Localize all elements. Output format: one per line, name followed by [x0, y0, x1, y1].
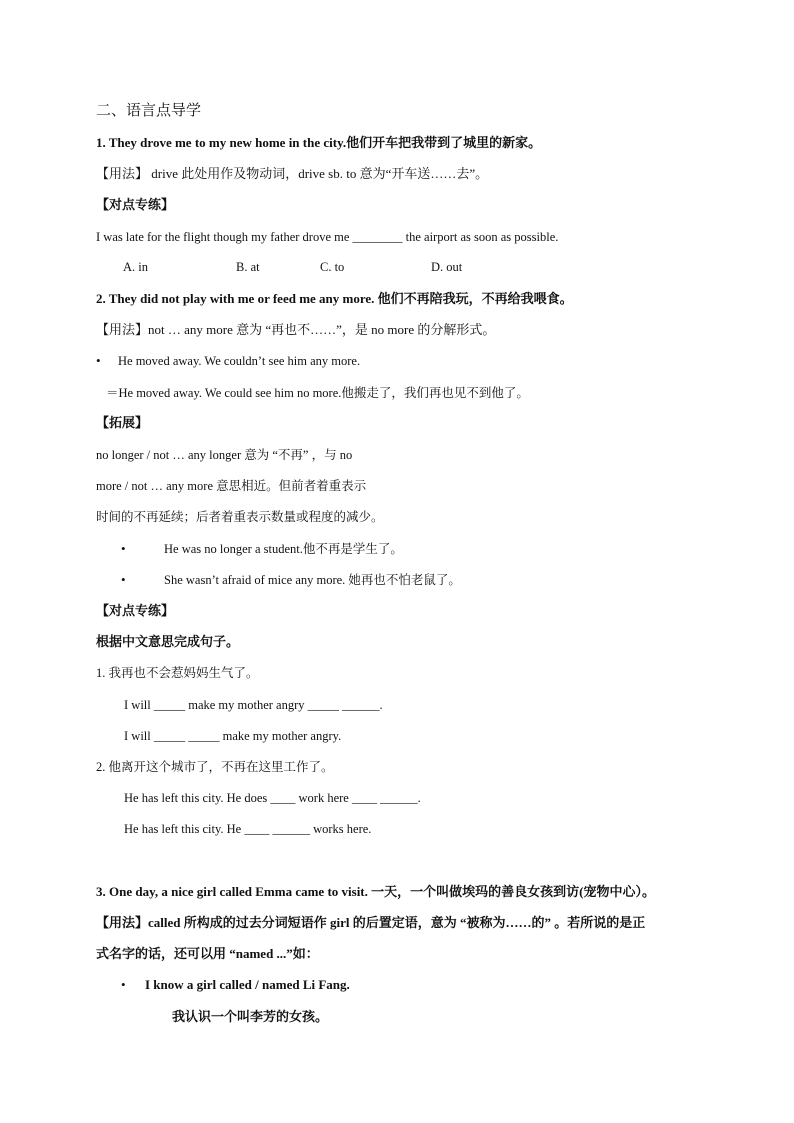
bullet: •	[121, 541, 126, 556]
point-2-example-2: ＝He moved away. We could see him no more.他搬走了，我们再也见不到他了。	[106, 386, 529, 400]
option-c: C. to	[320, 260, 345, 274]
question-2-sentence-b: He has left this city. He ____ ______ works here.	[124, 822, 372, 836]
extension-line-2: more / not … any more 意思相近。但前者着重表示	[96, 479, 367, 493]
point-1-heading: 1. They drove me to my new home in the city.他们开车把我带到了城里的新家。	[96, 135, 542, 150]
point-1-usage: 【用法】 drive 此处用作及物动词，drive sb. to 意为“开车送……去”。	[96, 166, 489, 181]
practice-instruction: 根据中文意思完成句子。	[96, 634, 240, 649]
point-1-practice-label: 【对点专练】	[96, 197, 175, 212]
extension-label: 【拓展】	[96, 415, 149, 430]
point-3-example-translation: 我认识一个叫李芳的女孩。	[172, 1009, 329, 1024]
bullet: •	[121, 572, 126, 587]
point-2-usage: 【用法】not … any more 意为 “再也不……”，是 no more 的分解形式。	[96, 322, 496, 337]
option-b: B. at	[236, 260, 260, 274]
point-2-practice-label: 【对点专练】	[96, 603, 175, 618]
extension-example-1: He was no longer a student.他不再是学生了。	[164, 542, 403, 556]
section-title: 二、语言点导学	[96, 103, 202, 119]
point-1-question: I was late for the flight though my father drove me ________ the airport as soon as possible.	[96, 230, 559, 244]
bullet: •	[96, 353, 101, 368]
question-1: 1. 我再也不会惹妈妈生气了。	[96, 666, 259, 680]
option-a: A. in	[123, 260, 148, 274]
question-1-sentence-b: I will _____ _____ make my mother angry.	[124, 729, 342, 743]
question-2-sentence-a: He has left this city. He does ____ work here ____ ______.	[124, 791, 421, 805]
point-3-heading: 3. One day, a nice girl called Emma came to visit. 一天，一个叫做埃玛的善良女孩到访(宠物中心）。	[96, 884, 655, 899]
extension-line-3: 时间的不再延续；后者着重表示数量或程度的减少。	[96, 510, 384, 524]
extension-example-2: She wasn’t afraid of mice any more. 她再也不怕老鼠了。	[164, 573, 461, 587]
extension-line-1: no longer / not … any longer 意为 “不再” ，与 no	[96, 448, 353, 462]
point-3-usage-2: 式名字的话，还可以用 “named ...”如：	[96, 946, 319, 961]
point-2-example-1: He moved away. We couldn’t see him any more.	[118, 354, 361, 368]
point-3-usage-1: 【用法】called 所构成的过去分词短语作 girl 的后置定语，意为 “被称为……的” 。若所说的是正	[96, 915, 646, 930]
bullet: •	[121, 977, 126, 992]
point-3-example: I know a girl called / named Li Fang.	[145, 977, 350, 992]
question-2: 2. 他离开这个城市了，不再在这里工作了。	[96, 760, 334, 774]
question-1-sentence-a: I will _____ make my mother angry _____ ______.	[124, 698, 383, 712]
point-2-heading: 2. They did not play with me or feed me any more. 他们不再陪我玩，不再给我喂食。	[96, 291, 573, 306]
option-d: D. out	[431, 260, 463, 274]
